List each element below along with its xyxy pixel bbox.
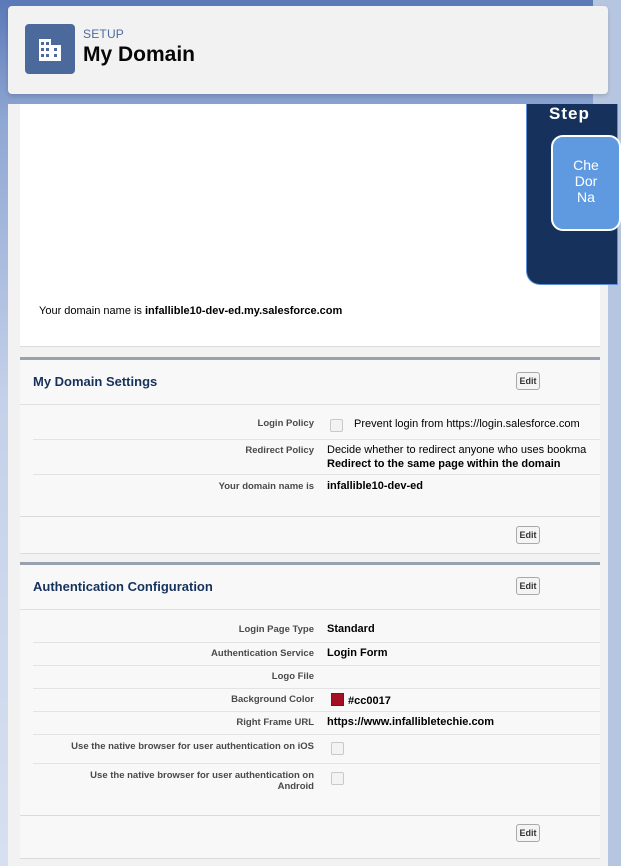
- row-label: Use the native browser for user authentication on iOS: [71, 741, 314, 752]
- redirect-policy-description: Decide whether to redirect anyone who uses bookma: [327, 444, 587, 456]
- domain-steps-diagram: [526, 104, 618, 285]
- diagram-step-box: [551, 135, 621, 231]
- background-color-swatch: [331, 693, 344, 706]
- setting-row-login-policy: [33, 406, 600, 440]
- domain-name-line: [39, 305, 342, 317]
- section-title: My Domain Settings: [33, 374, 158, 389]
- section-title: Authentication Configuration: [33, 579, 213, 594]
- row-value: Prevent login from https://login.salesforce.com: [354, 418, 580, 430]
- section-footer: [20, 516, 600, 553]
- content-area: [8, 104, 608, 866]
- row-value: Standard: [327, 623, 375, 635]
- domain-overview-card: [20, 104, 600, 347]
- row-label: Your domain name is: [218, 481, 314, 492]
- edit-button[interactable]: Edit: [516, 372, 540, 390]
- auth-row-background-color: [33, 689, 600, 712]
- edit-button[interactable]: Edit: [516, 526, 540, 544]
- auth-row-native-browser-ios: [33, 735, 600, 764]
- setting-row-redirect-policy: [33, 440, 600, 475]
- row-label-line-2: Android: [277, 781, 314, 792]
- page-title: My Domain: [83, 43, 196, 66]
- prevent-login-checkbox[interactable]: [330, 419, 343, 432]
- row-value: Login Form: [327, 647, 388, 659]
- auth-row-logo-file: [33, 666, 600, 689]
- section-header: [20, 565, 600, 610]
- row-value: [331, 693, 391, 707]
- diagram-step-label: Step: [549, 104, 590, 123]
- diagram-box-text-1: Che: [573, 157, 599, 173]
- row-value: infallible10-dev-ed: [327, 480, 423, 492]
- auth-row-native-browser-android: [33, 764, 600, 812]
- edit-button[interactable]: Edit: [516, 577, 540, 595]
- header-eyebrow: SETUP: [83, 27, 125, 41]
- building-icon: [25, 24, 75, 74]
- background-color-value: #cc0017: [348, 695, 391, 707]
- row-label: Login Page Type: [238, 624, 314, 635]
- native-browser-android-checkbox[interactable]: [331, 772, 344, 785]
- auth-row-authentication-service: [33, 643, 600, 666]
- auth-row-login-page-type: [33, 619, 600, 643]
- row-label: Background Color: [231, 694, 314, 705]
- domain-name-value: infallible10-dev-ed.my.salesforce.com: [145, 305, 343, 317]
- setup-header: [8, 6, 608, 94]
- row-label: [90, 770, 314, 792]
- section-footer: [20, 815, 600, 852]
- edit-button[interactable]: Edit: [516, 824, 540, 842]
- redirect-policy-value: Redirect to the same page within the domain: [327, 458, 561, 470]
- row-label: Logo File: [271, 671, 314, 682]
- row-label: Redirect Policy: [245, 445, 314, 456]
- authentication-configuration-section: [20, 562, 600, 859]
- domain-name-prefix: Your domain name is: [39, 305, 145, 317]
- row-value: https://www.infallibletechie.com: [327, 716, 495, 728]
- row-label: Right Frame URL: [236, 717, 314, 728]
- row-label-line-1: Use the native browser for user authentication on: [90, 770, 314, 781]
- diagram-box-text-2: Dor: [574, 173, 598, 189]
- my-domain-settings-section: [20, 357, 600, 554]
- native-browser-ios-checkbox[interactable]: [331, 742, 344, 755]
- auth-row-right-frame-url: [33, 712, 600, 735]
- row-label: Authentication Service: [211, 648, 314, 659]
- section-header: [20, 360, 600, 405]
- row-label: Login Policy: [257, 418, 314, 429]
- setting-row-domain-name: [33, 475, 600, 515]
- diagram-box-text-3: Na: [577, 189, 595, 205]
